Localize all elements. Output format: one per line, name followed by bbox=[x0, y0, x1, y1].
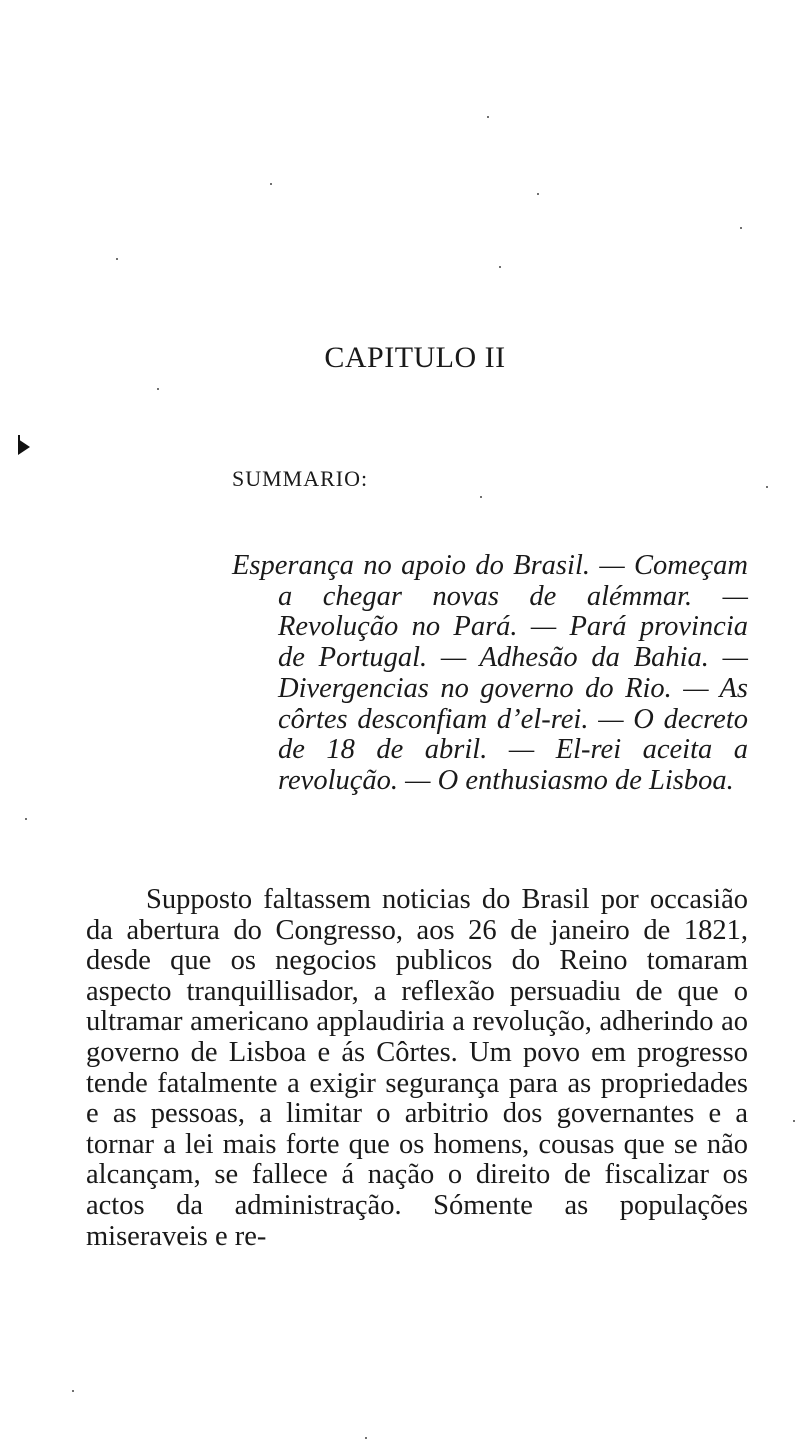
scan-speck bbox=[480, 496, 482, 498]
scan-speck bbox=[487, 116, 489, 118]
margin-arrow-icon bbox=[18, 439, 30, 455]
scan-speck bbox=[157, 388, 159, 390]
scan-speck bbox=[270, 183, 272, 185]
summary-heading: SUMMARIO: bbox=[232, 466, 369, 491]
summary-text: Esperança no apoio do Brasil. — Começam a chegar novas de alémmar. — Revolução no Pará. — Pará provincia de Portugal. — Adhesão da Bahia. — Divergencias no governo do Rio. — As côrtes desconfiam d’el-rei. — O decreto de 18 de abril. — El-rei aceita a revolução. — O enthusiasmo de Lisboa. bbox=[232, 550, 748, 796]
body-paragraph: Supposto faltassem noticias do Brasil por occasião da abertura do Congresso, aos 26 de janeiro de 1821, desde que os negocios publicos do Reino tomaram aspecto tranquillisador, a reflexão persuadiu de que o ultramar americano applaudiria a revolução, adherindo ao governo de Lisboa e ás Côrtes. Um povo em progresso tende fatalmente a exigir segurança para as propriedades e as pessoas, a limitar o arbitrio dos governantes e a tornar a lei mais forte que os homens, cousas que se não alcançam, se fallece á nação o direito de fiscalizar os actos da administração. Sómente as populações miseraveis e re- bbox=[86, 884, 748, 1252]
scan-speck bbox=[740, 227, 742, 229]
scan-speck bbox=[72, 1390, 74, 1392]
scan-speck bbox=[25, 818, 27, 820]
scan-speck bbox=[116, 258, 118, 260]
scan-speck bbox=[766, 486, 768, 488]
scan-speck bbox=[537, 193, 539, 195]
chapter-title: CAPITULO II bbox=[324, 341, 506, 374]
scan-speck bbox=[499, 266, 501, 268]
scan-speck bbox=[365, 1437, 367, 1439]
scan-speck bbox=[793, 1120, 795, 1122]
